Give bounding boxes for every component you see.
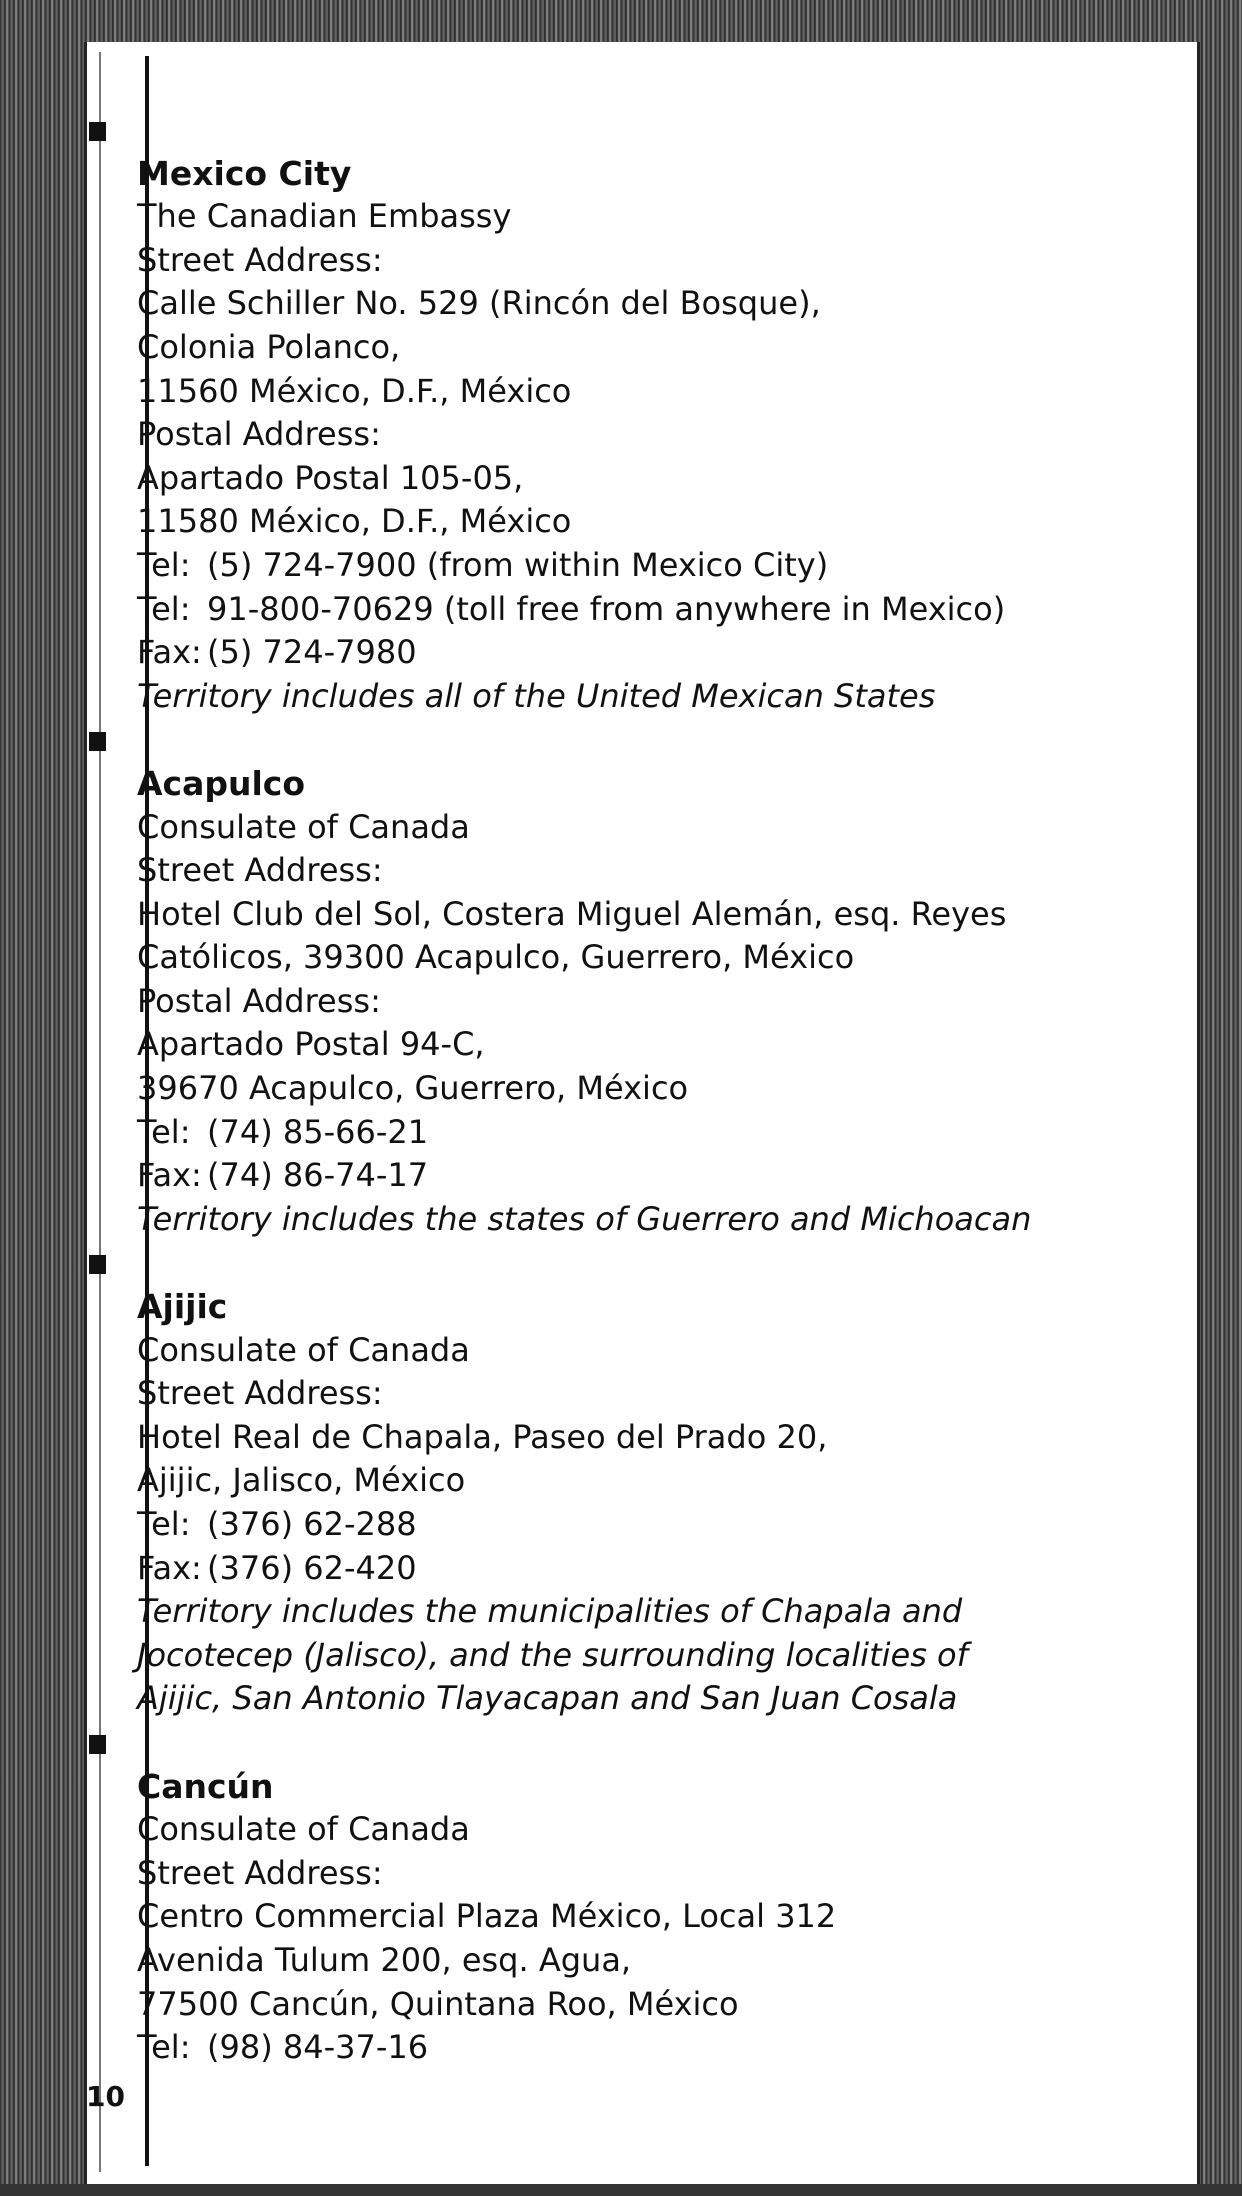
- postal-address-line: Apartado Postal 94-C,: [137, 1025, 485, 1064]
- street-address-line: Colonia Polanco,: [137, 327, 401, 366]
- scan-bottom-edge: [0, 2184, 1242, 2196]
- entry-bullet-marker: [137, 718, 1117, 762]
- entry-office-name: Consulate of Canada: [137, 807, 470, 846]
- postal-address-label: Postal Address:: [137, 981, 381, 1020]
- contact-label: Tel:: [137, 545, 191, 584]
- contact-label: Fax:: [137, 1548, 202, 1587]
- territory-note-line: Territory includes the municipalities of Chapala and: [137, 1592, 963, 1631]
- contact-line: [137, 631, 1117, 675]
- contact-label: Tel:: [137, 1505, 191, 1543]
- contact-line: [137, 2026, 1117, 2070]
- contact-label: Tel:: [137, 2028, 191, 2067]
- territory-note-line: Territory includes all of the United Mexican States: [137, 676, 936, 715]
- contact-label: Tel:: [137, 589, 191, 628]
- entry-bullet-marker: [137, 1721, 1117, 1765]
- page-number: 10: [86, 2080, 125, 2113]
- entry-office-name: The Canadian Embassy: [137, 197, 512, 236]
- street-address-line: 11560 México, D.F., México: [137, 371, 572, 410]
- directory-entry: [137, 718, 1117, 1241]
- consulate-directory: [137, 108, 1117, 2070]
- contact-number: 91-800-70629 (toll free from anywhere in Mexico): [207, 589, 1006, 628]
- contact-label: Fax:: [137, 633, 202, 672]
- contact-line: [137, 1547, 1117, 1591]
- contact-line: [137, 544, 1117, 588]
- street-address-line: Hotel Club del Sol, Costera Miguel Alemán, esq. Reyes: [137, 894, 1007, 933]
- contact-line: [137, 1503, 1117, 1547]
- entry-bullet-marker: [137, 1241, 1117, 1285]
- directory-entry: [137, 1241, 1117, 1721]
- street-address-label: Street Address:: [137, 851, 383, 890]
- binding-edge-rule: [99, 52, 101, 2172]
- contact-number: (376) 62-288: [207, 1505, 417, 1543]
- territory-note-line: Territory includes the states of Guerrero and Michoacan: [137, 1199, 1032, 1238]
- street-address-label: Street Address:: [137, 240, 383, 279]
- entry-city-heading: Acapulco: [137, 763, 306, 803]
- contact-number: (74) 85-66-21: [207, 1112, 429, 1151]
- contact-number: (376) 62-420: [207, 1548, 417, 1587]
- street-address-line: Calle Schiller No. 529 (Rincón del Bosque),: [137, 284, 821, 323]
- street-address-line: Católicos, 39300 Acapulco, Guerrero, México: [137, 938, 855, 977]
- street-address-line: Avenida Tulum 200, esq. Agua,: [137, 1940, 632, 1979]
- street-address-line: Centro Commercial Plaza México, Local 312: [137, 1897, 837, 1936]
- entry-bullet-marker: [137, 108, 1117, 152]
- territory-note-line: Jocotecep (Jalisco), and the surrounding localities of: [137, 1635, 968, 1674]
- postal-address-line: Apartado Postal 105-05,: [137, 458, 524, 497]
- directory-entry: [137, 1721, 1117, 2070]
- contact-line: [137, 1154, 1117, 1198]
- entry-office-name: Consulate of Canada: [137, 1330, 470, 1369]
- contact-label: Fax:: [137, 1156, 202, 1195]
- contact-line: [137, 1111, 1117, 1155]
- entry-city-heading: Mexico City: [137, 153, 352, 193]
- street-address-label: Street Address:: [137, 1853, 383, 1892]
- entry-office-name: Consulate of Canada: [137, 1810, 470, 1849]
- postal-address-label: Postal Address:: [137, 415, 381, 454]
- territory-note-line: Ajijic, San Antonio Tlayacapan and San Juan Cosala: [137, 1679, 958, 1718]
- entry-city-heading: Cancún: [137, 1766, 274, 1806]
- street-address-label: Street Address:: [137, 1374, 383, 1413]
- contact-line: [137, 588, 1117, 632]
- street-address-line: Ajijic, Jalisco, México: [137, 1461, 466, 1500]
- contact-number: (74) 86-74-17: [207, 1156, 429, 1195]
- street-address-line: 77500 Cancún, Quintana Roo, México: [137, 1984, 739, 2023]
- contact-number: (5) 724-7980: [207, 633, 417, 672]
- directory-entry: [137, 108, 1117, 718]
- entry-city-heading: Ajijic: [137, 1287, 228, 1327]
- contact-label: Tel:: [137, 1112, 191, 1151]
- postal-address-line: 39670 Acapulco, Guerrero, México: [137, 1069, 689, 1108]
- contact-number: (98) 84-37-16: [207, 2028, 429, 2067]
- postal-address-line: 11580 México, D.F., México: [137, 502, 572, 541]
- street-address-line: Hotel Real de Chapala, Paseo del Prado 20,: [137, 1417, 828, 1456]
- contact-number: (5) 724-7900 (from within Mexico City): [207, 545, 829, 584]
